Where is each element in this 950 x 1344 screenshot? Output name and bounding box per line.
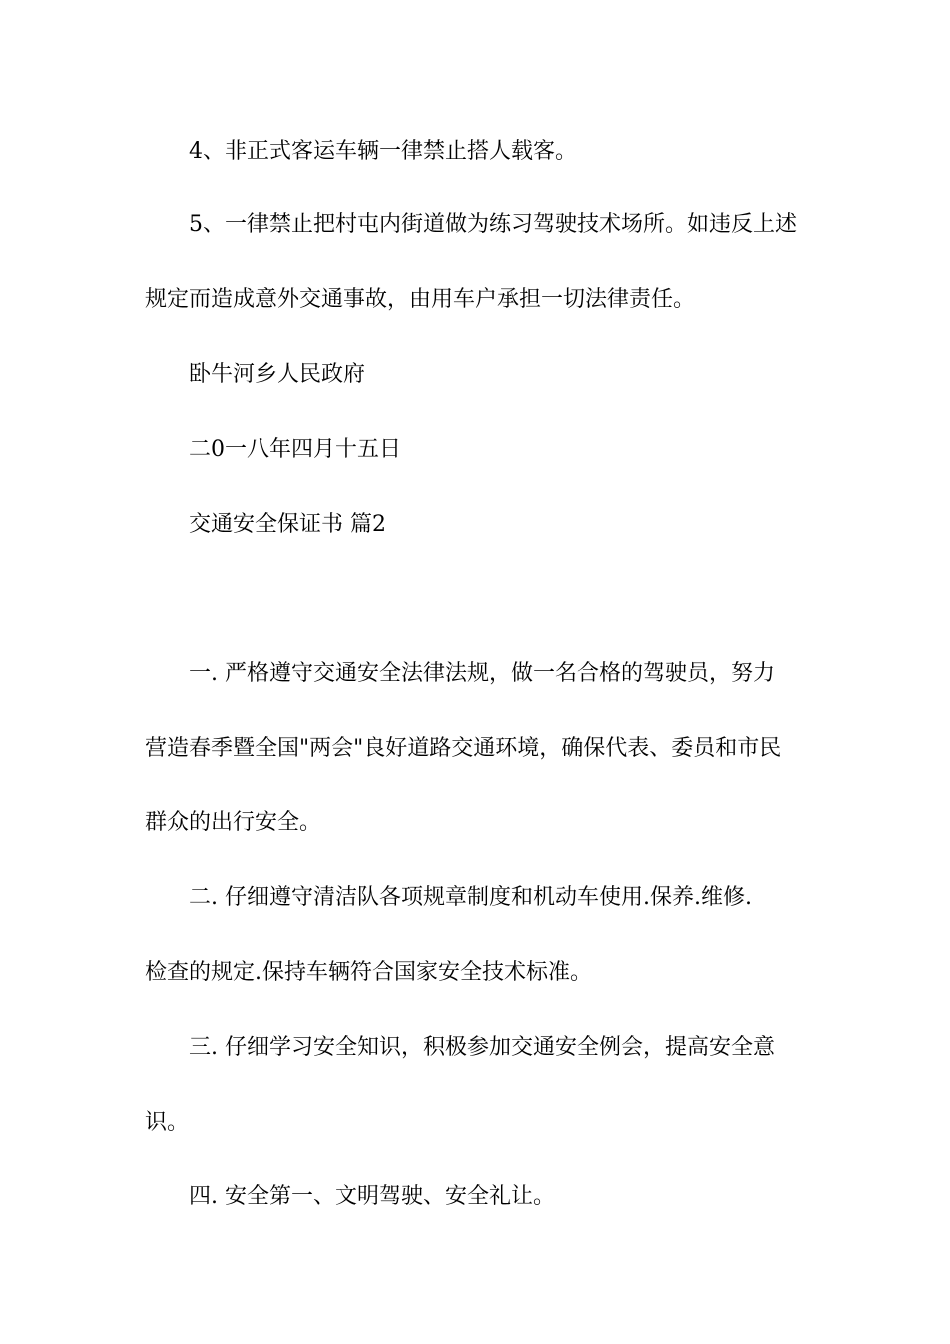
rule-5-line-2: 规定而造成意外交通事故，由用车户承担一切法律责任。 xyxy=(145,287,696,312)
item-4: 四. 安全第一、文明驾驶、安全礼让。 xyxy=(189,1184,555,1209)
signature-org: 卧牛河乡人民政府 xyxy=(189,362,366,387)
item-1-line-3: 群众的出行安全。 xyxy=(145,810,322,835)
item-1-line-2: 营造春季暨全国"两会"良好道路交通环境，确保代表、委员和市民 xyxy=(145,736,782,761)
rule-4: 4、非正式客运车辆一律禁止搭人载客。 xyxy=(189,139,577,164)
rule-5-line-1: 5、一律禁止把村屯内街道做为练习驾驶技术场所。如违反上述 xyxy=(189,212,797,237)
item-1-line-1: 一. 严格遵守交通安全法律法规，做一名合格的驾驶员，努力 xyxy=(189,661,775,686)
item-2-line-2: 检查的规定.保持车辆符合国家安全技术标准。 xyxy=(145,960,592,985)
item-3-line-2: 识。 xyxy=(145,1110,190,1135)
section-title: 交通安全保证书 篇2 xyxy=(189,512,386,537)
signature-date: 二0一八年四月十五日 xyxy=(189,437,401,462)
item-3-line-1: 三. 仔细学习安全知识，积极参加交通安全例会，提高安全意 xyxy=(189,1035,775,1060)
item-2-line-1: 二. 仔细遵守清洁队各项规章制度和机动车使用.保养.维修. xyxy=(189,885,752,910)
